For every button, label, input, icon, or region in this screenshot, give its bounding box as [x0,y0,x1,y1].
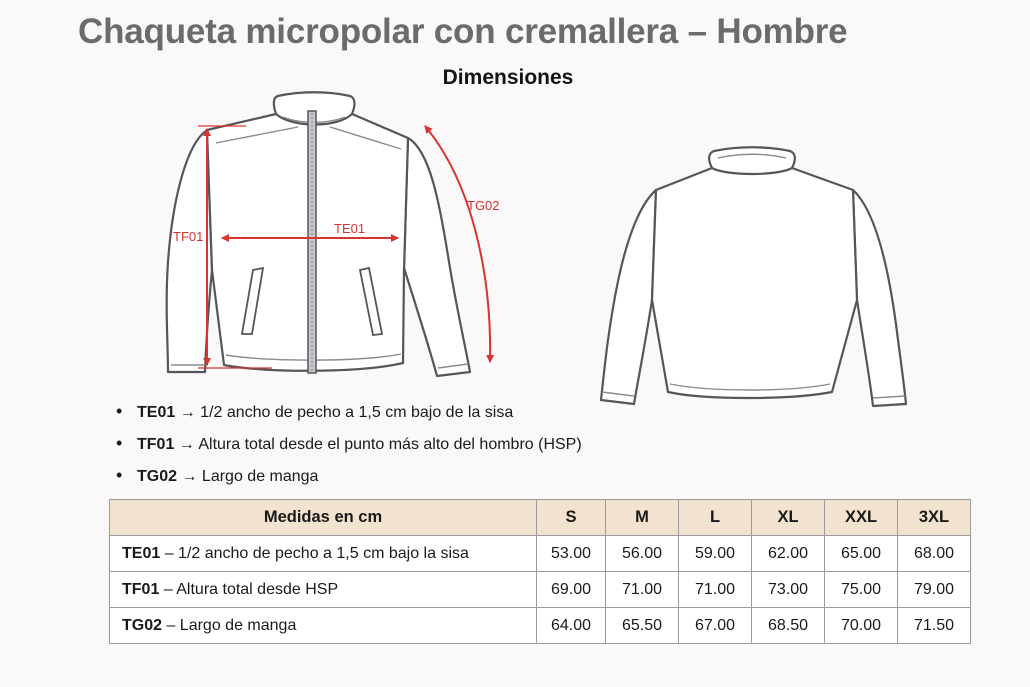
definition-text: Altura total desde el punto más alto del hombro (HSP) [198,436,582,453]
arrow-icon: → [181,468,198,485]
row-code: TF01 [122,580,160,598]
table-cell: 70.00 [825,608,898,644]
table-cell: 71.00 [679,572,752,608]
row-code: TE01 [122,544,161,562]
definition-item [116,430,582,462]
column-header: 3XL [898,500,971,536]
column-header: XL [752,500,825,536]
table-cell: 65.50 [606,608,679,644]
definition-item [116,462,582,494]
table-cell: 69.00 [537,572,606,608]
table-row [110,536,971,572]
row-description: – Altura total desde HSP [159,580,339,598]
definition-text: Largo de manga [201,468,319,485]
column-header: M [606,500,679,536]
column-header: XXL [825,500,898,536]
table-header-row [110,500,971,536]
column-header: L [679,500,752,536]
row-label [110,608,537,644]
row-label [110,536,537,572]
jacket-front-view [167,92,470,376]
column-header: Medidas en cm [110,500,537,536]
bullet-icon: • [116,433,123,453]
row-description: – Largo de manga [162,616,297,634]
table-cell: 56.00 [606,536,679,572]
row-code: TG02 [122,616,163,634]
table-cell: 68.00 [898,536,971,572]
definitions-list [116,398,582,494]
row-label [110,572,537,608]
definition-code: TF01 [137,436,175,453]
table-row [110,572,971,608]
table-cell: 75.00 [825,572,898,608]
table-cell: 53.00 [537,536,606,572]
row-description: – 1/2 ancho de pecho a 1,5 cm bajo la sisa [160,544,469,562]
label-tg02: TG02 [467,198,500,213]
size-table [109,499,971,644]
table-cell: 71.00 [606,572,679,608]
bullet-icon: • [116,401,123,421]
table-cell: 65.00 [825,536,898,572]
definition-code: TE01 [137,404,176,421]
column-header: S [537,500,606,536]
table-row [110,608,971,644]
table-cell: 59.00 [679,536,752,572]
table-cell: 68.50 [752,608,825,644]
table-cell: 73.00 [752,572,825,608]
section-subtitle: Dimensiones [442,66,574,89]
table-cell: 71.50 [898,608,971,644]
arrow-icon: → [178,436,195,453]
page-title: Chaqueta micropolar con cremallera – Hombre [78,12,848,51]
definition-code: TG02 [137,468,178,485]
bullet-icon: • [116,465,123,485]
table-cell: 79.00 [898,572,971,608]
table-cell: 64.00 [537,608,606,644]
definition-item [116,398,582,430]
definition-text: 1/2 ancho de pecho a 1,5 cm bajo de la sisa [200,404,514,421]
jacket-back-view [601,147,906,406]
table-cell: 62.00 [752,536,825,572]
label-tf01: TF01 [173,229,204,244]
label-te01: TE01 [334,221,366,236]
table-cell: 67.00 [679,608,752,644]
arrow-icon: → [179,404,196,421]
